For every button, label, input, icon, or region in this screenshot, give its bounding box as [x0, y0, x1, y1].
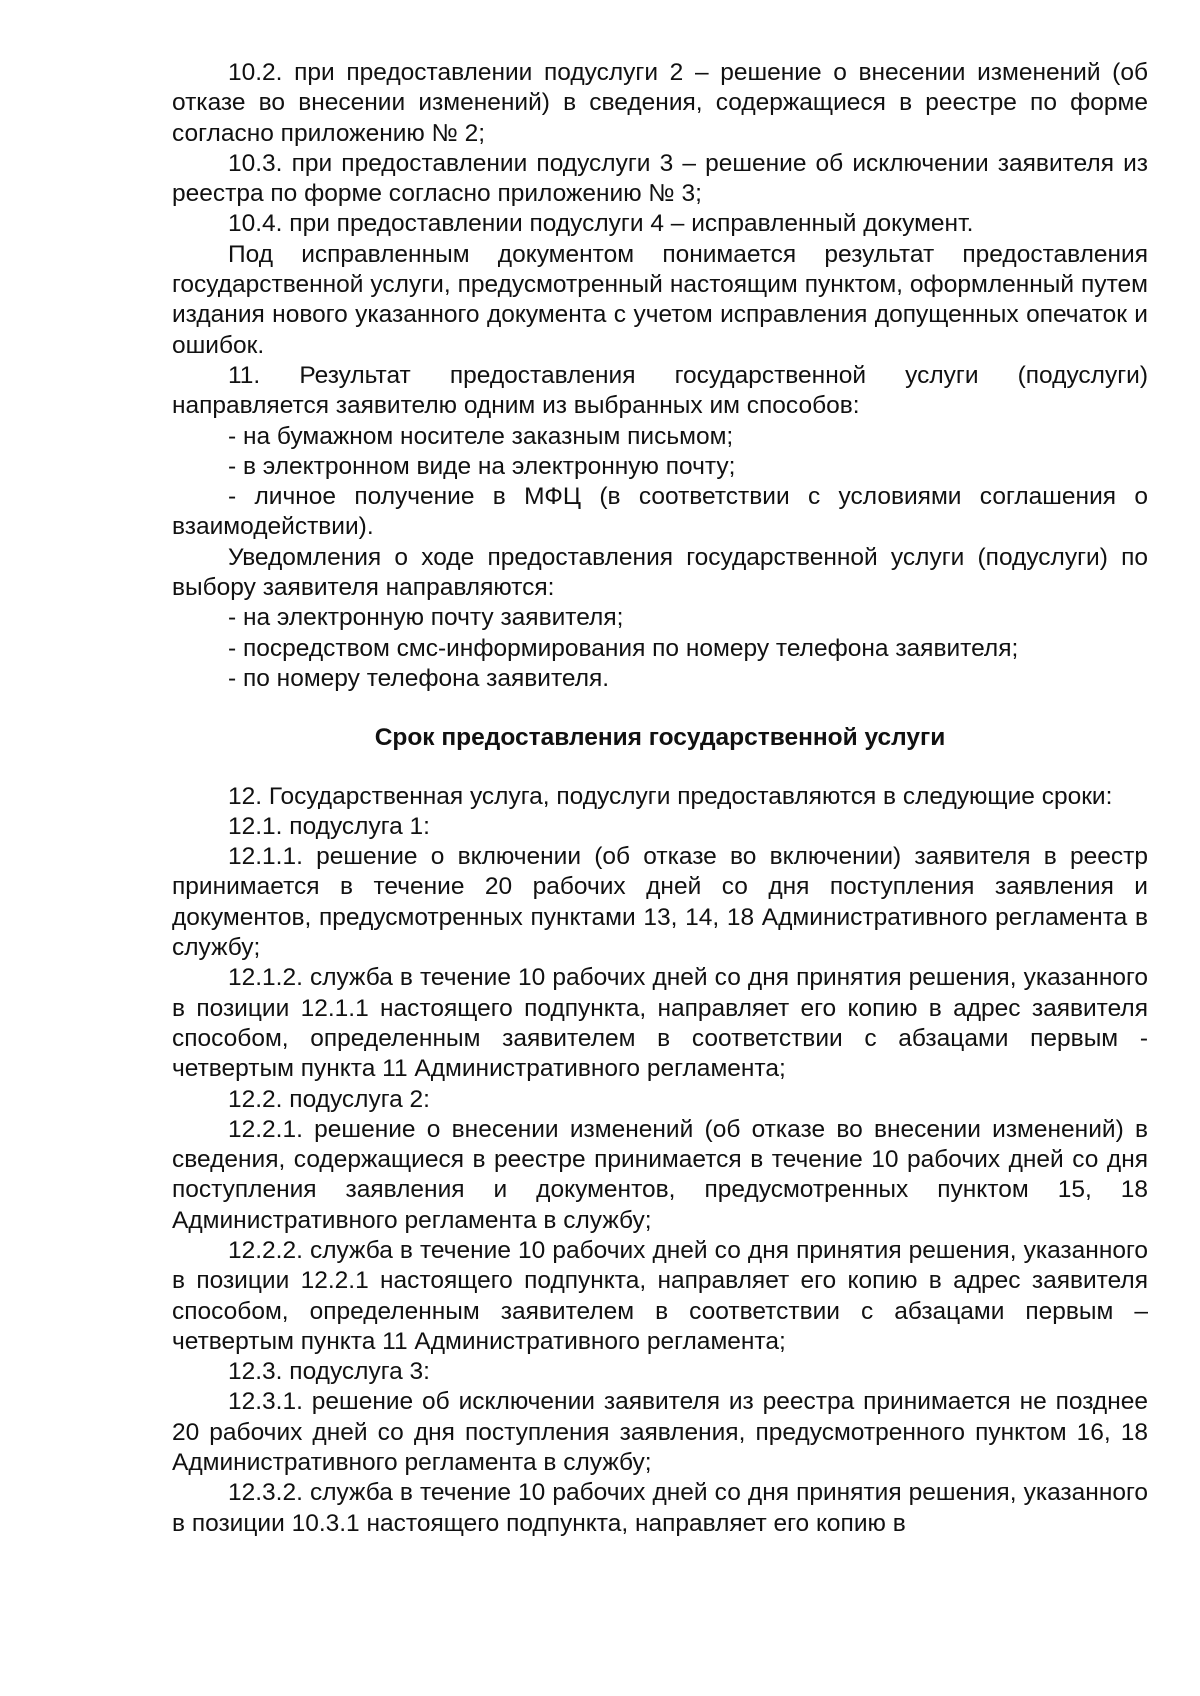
list-item-notify-sms: - посредством смс-информирования по номеру телефона заявителя;: [228, 634, 1019, 662]
paragraph-12: 12. Государственная услуга, подуслуги предоставляются в следующие сроки:: [228, 782, 1113, 810]
paragraph-12-3-2: 12.3.2. служба в течение 10 рабочих дней со дня принятия решения, указанного в позиции 10.3.1 настоящего подпункта, направляет его копию в: [172, 1479, 1148, 1537]
list-item-email: - в электронном виде на электронную почту;: [228, 452, 736, 480]
spacer: [172, 754, 1148, 782]
paragraph-12-2-1: 12.2.1. решение о внесении изменений (об отказе во внесении изменений) в сведения, содержащиеся в реестре принимается в течение 10 рабочих дней со дня поступления заявления и документов, предусмотренных пунктом 15, 18 Административного регламента в службу;: [172, 1115, 1148, 1234]
spacer: [172, 694, 1148, 723]
list-item-mfc-pickup: - личное получение в МФЦ (в соответствии с условиями соглашения о взаимодействии).: [172, 483, 1148, 541]
paragraph-10-4: 10.4. при предоставлении подуслуги 4 – исправленный документ.: [228, 210, 974, 238]
list-item-notify-phone: - по номеру телефона заявителя.: [228, 664, 610, 692]
paragraph-12-3: 12.3. подуслуга 3:: [228, 1358, 430, 1386]
paragraph-corrected-document: Под исправленным документом понимается результат предоставления государственной услуги, предусмотренный настоящим пунктом, оформленный путем издания нового указанного документа с учетом исправления допущенных опечаток и ошибок.: [172, 240, 1148, 359]
paragraph-11: 11. Результат предоставления государственной услуги (подуслуги) направляется заявителю одним из выбранных им способов:: [172, 361, 1148, 420]
paragraph-12-2-2: 12.2.2. служба в течение 10 рабочих дней со дня принятия решения, указанного в позиции 12.2.1 настоящего подпункта, направляет его копию в адрес заявителя способом, определенным заявителем в соответствии с абзацами первым – четвертым пункта 11 Административного регламента;: [172, 1236, 1148, 1355]
paragraph-10-2: 10.2. при предоставлении подуслуги 2 – решение о внесении изменений (об отказе во внесении изменений) в сведения, содержащиеся в реестре по форме согласно приложению № 2;: [172, 59, 1148, 147]
list-item-notify-email: - на электронную почту заявителя;: [228, 604, 624, 632]
document-page: [172, 58, 1148, 1539]
paragraph-12-1-2: 12.1.2. служба в течение 10 рабочих дней со дня принятия решения, указанного в позиции 12.1.1 настоящего подпункта, направляет его копию в адрес заявителя способом, определенным заявителем в соответствии с абзацами первым - четвертым пункта 11 Административного регламента;: [172, 964, 1148, 1083]
paragraph-notifications: Уведомления о ходе предоставления государственной услуги (подуслуги) по выбору заявителя направляются:: [172, 543, 1148, 602]
paragraph-12-1: 12.1. подуслуга 1:: [228, 812, 430, 840]
paragraph-12-2: 12.2. подуслуга 2:: [228, 1085, 430, 1113]
paragraph-12-3-1: 12.3.1. решение об исключении заявителя из реестра принимается не позднее 20 рабочих дней со дня поступления заявления, предусмотренного пунктом 16, 18 Административного регламента в службу;: [172, 1388, 1148, 1477]
section-heading: Срок предоставления государственной услуги: [374, 724, 946, 752]
paragraph-12-1-1: 12.1.1. решение о включении (об отказе во включении) заявителя в реестр принимается в течение 20 рабочих дней со дня поступления заявления и документов, предусмотренных пунктами 13, 14, 18 Административного регламента в службу;: [172, 843, 1148, 962]
paragraph-10-3: 10.3. при предоставлении подуслуги 3 – решение об исключении заявителя из реестра по форме согласно приложению № 3;: [172, 149, 1148, 208]
list-item-paper-mail: - на бумажном носителе заказным письмом;: [228, 422, 734, 450]
